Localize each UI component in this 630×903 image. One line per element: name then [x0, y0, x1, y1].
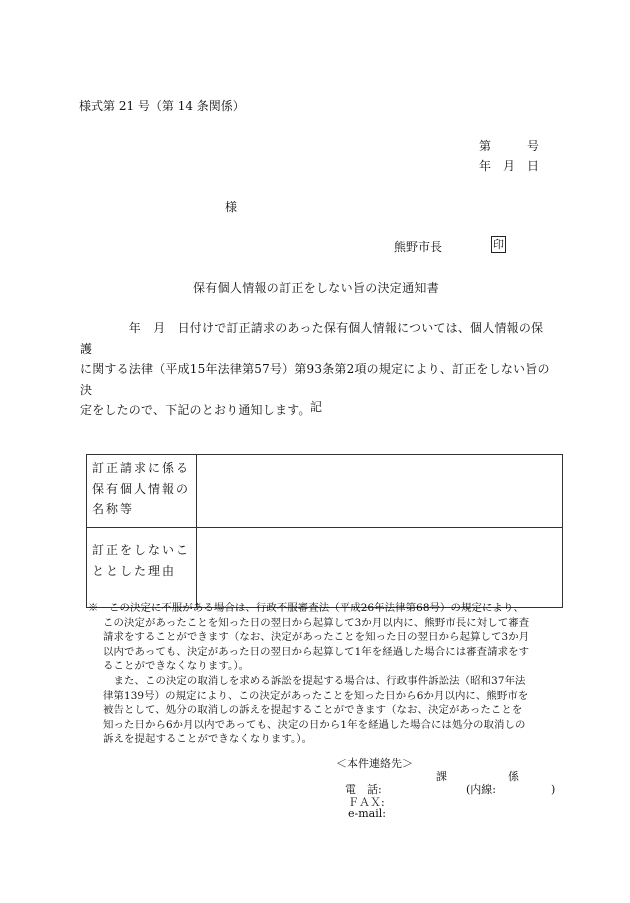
reason-label: 訂正をしないこととした理由: [87, 528, 197, 608]
note-line: また、この決定の取消しを求める訴訟を提起する場合は、行政事件訴訟法（昭和37年法: [103, 674, 526, 687]
contact-fax-label: ＦＡＸ:: [348, 796, 385, 809]
note-line: 訴えを提起することができなくなります。）。: [103, 733, 313, 746]
reason-value: [197, 528, 563, 608]
document-title: 保有個人情報の訂正をしない旨の決定通知書: [193, 281, 440, 295]
contact-heading: ＜本件連絡先＞: [336, 757, 413, 770]
seal-mark: 印: [493, 238, 504, 251]
document-number: 第 号: [479, 139, 540, 153]
table-row: [87, 455, 563, 528]
contact-staff: 係: [508, 770, 519, 783]
info-name-value: [197, 455, 563, 528]
addressee-suffix: 様: [225, 200, 238, 214]
sender-name: 熊野市長: [394, 240, 443, 254]
contact-section: 課: [436, 770, 447, 783]
note-line: この決定があったことを知った日の翌日から起算して3か月以内に、熊野市長に対して審査: [103, 616, 530, 629]
info-table: [86, 454, 563, 608]
form-number: 様式第 21 号（第 14 条関係）: [79, 99, 245, 113]
note-line: 律第139号）の規定により、この決定があったことを知った日から6か月以内に、熊野市を: [103, 689, 529, 702]
note-line: 以内であっても、決定があった日の翌日から起算して1年を経過した場合には審査請求をす: [103, 645, 530, 658]
table-row: [87, 528, 563, 608]
contact-email-label: e-mail:: [348, 807, 386, 820]
note-line: ることができなくなります。）。: [103, 660, 250, 673]
note-line: ※ この決定に不服がある場合は、行政不服審査法（平成26年法律第68号）の規定により、: [88, 602, 524, 614]
info-name-label: 訂正請求に係る保有個人情報の名称等: [87, 455, 197, 528]
notes-block: [90, 601, 560, 747]
note-line: 請求をすることができます（なお、決定があったことを知った日の翌日から起算して3か月: [103, 631, 530, 644]
ki-heading: 記: [310, 400, 323, 414]
note-line: 知った日から6か月以内であっても、決定の日から1年を経過した場合には処分の取消しの: [103, 718, 526, 731]
issue-date: 年 月 日: [479, 159, 540, 173]
contact-extension: (内線: ): [466, 783, 556, 796]
contact-phone-label: 電 話:: [345, 783, 382, 796]
body-line: に関する法律（平成15年法律第57号）第93条第2項の規定により、訂正をしない旨の決: [80, 362, 550, 397]
body-line: 定をしたので、下記のとおり通知します。: [80, 403, 311, 417]
body-line: 年 月 日付けで訂正請求のあった保有個人情報については、個人情報の保護: [80, 321, 544, 356]
note-line: 被告として、処分の取消しの訴えを提起することができます（なお、決定があったことを: [103, 704, 523, 717]
